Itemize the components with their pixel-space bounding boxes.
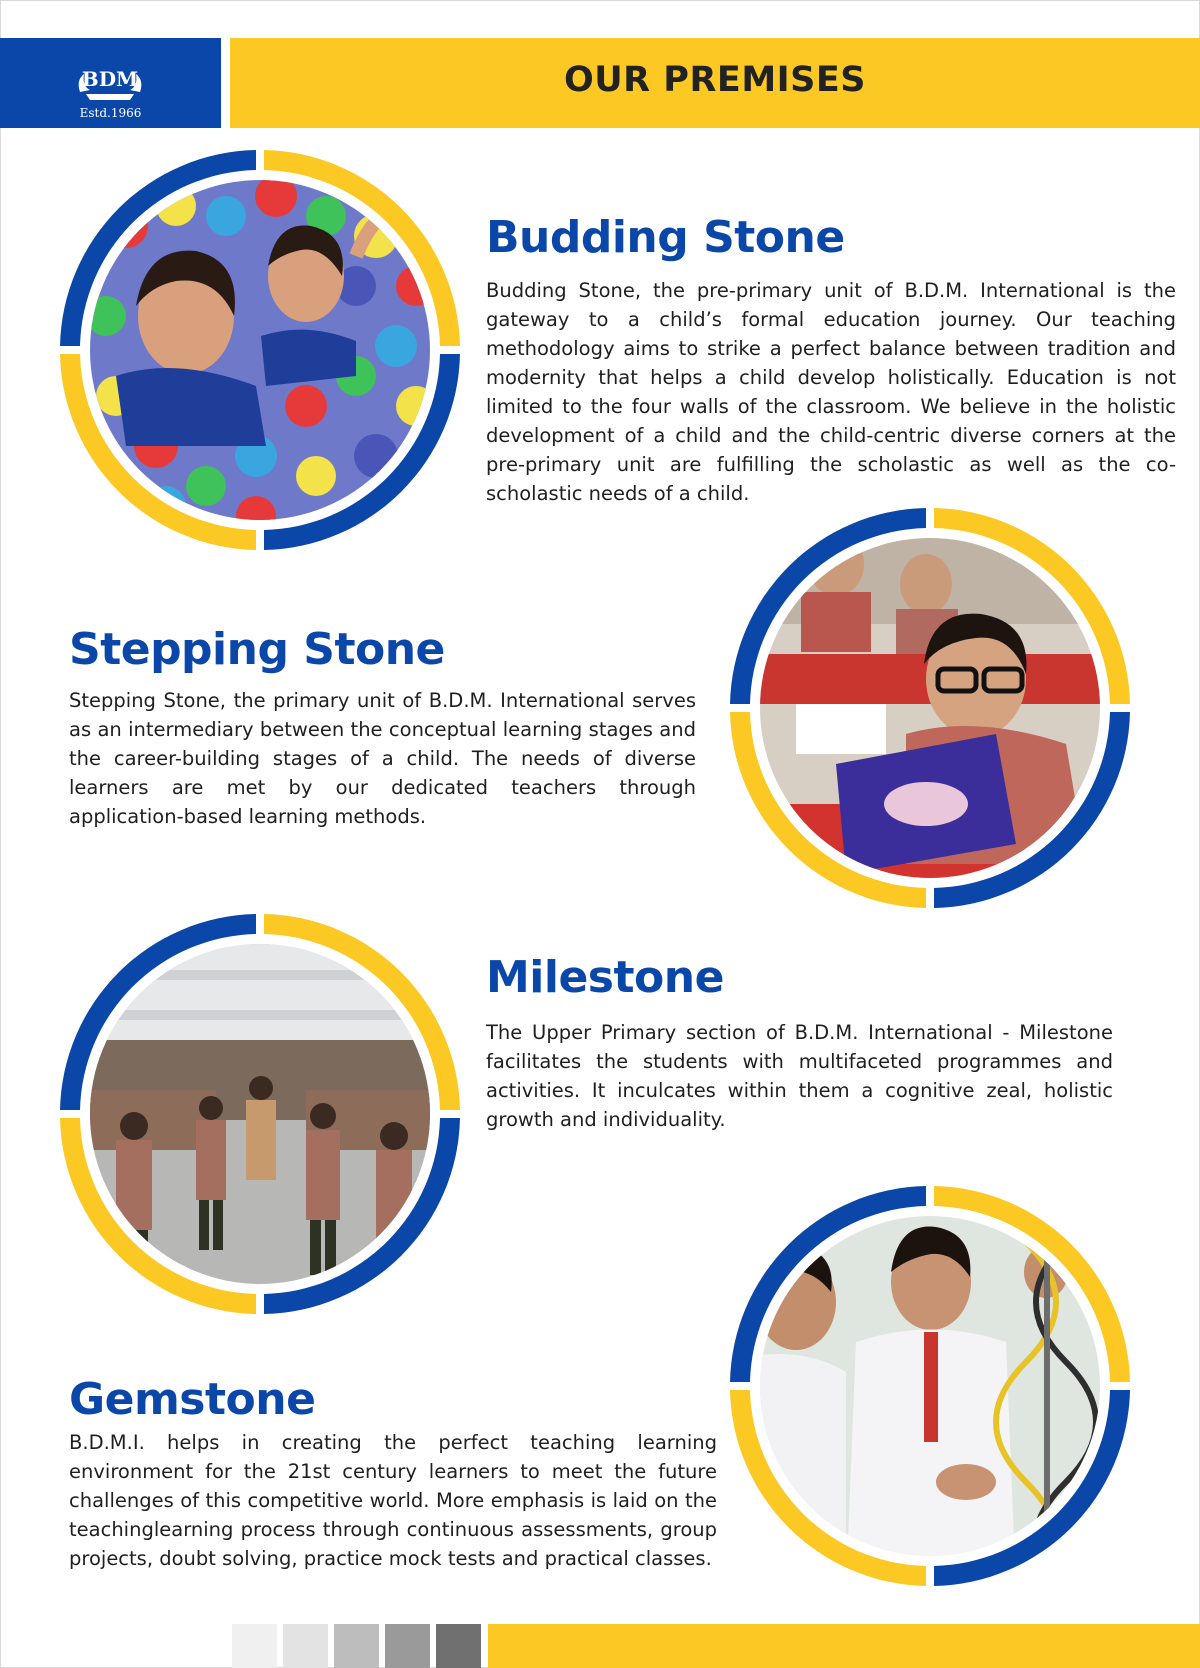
footer-swatch-1 [232, 1624, 277, 1668]
section-body-milestone: The Upper Primary section of B.D.M. International - Milestone facilitates the students with multifaceted programmes and activities. It inculcates within them a cognitive zeal, holistic growth and individuality. [486, 1021, 1113, 1131]
budding-stone-photo [56, 146, 464, 554]
stepping-stone-photo [726, 504, 1134, 912]
footer-swatch-3 [334, 1624, 379, 1668]
title-banner [230, 38, 1200, 128]
page-title: OUR PREMISES [564, 60, 866, 100]
footer-swatch-5 [436, 1624, 481, 1668]
section-body-stepping-stone: Stepping Stone, the primary unit of B.D.M. International serves as an intermediary between the conceptual learning stages and the career-building stages of a child. The needs of diverse learners are met by our dedicated teachers through application-based learning methods. [69, 689, 696, 828]
school-logo [0, 38, 221, 128]
footer-swatch-4 [385, 1624, 430, 1668]
footer-swatch-2 [283, 1624, 328, 1668]
logo-letters: BDM [81, 67, 139, 91]
section-title-budding-stone: Budding Stone [486, 212, 845, 263]
section-body-gemstone: B.D.M.I. helps in creating the perfect teaching learning environment for the 21st century learners to meet the future challenges of this competitive world. More emphasis is laid on the teachinglearning process through continuous assessments, group projects, doubt solving, practice mock tests and practical classes. [69, 1431, 717, 1570]
crest-icon [72, 46, 148, 106]
section-title-gemstone: Gemstone [69, 1374, 316, 1425]
milestone-photo [56, 910, 464, 1318]
section-title-milestone: Milestone [486, 952, 724, 1003]
gemstone-photo [726, 1182, 1134, 1590]
logo-established-year: Estd.1966 [79, 106, 142, 120]
section-title-stepping-stone: Stepping Stone [69, 624, 445, 675]
section-body-budding-stone: Budding Stone, the pre-primary unit of B.D.M. International is the gateway to a child’s formal education journey. Our teaching methodology aims to strike a perfect balance between tradition and modernity that helps a child develop holistically. Education is not limited to the four walls of the classroom. We believe in the holistic development of a child and the child-centric diverse corners at the pre-primary unit are fulfilling the scholastic as well as the co-scholastic needs of a child. [486, 279, 1176, 505]
footer-bar [488, 1624, 1200, 1668]
